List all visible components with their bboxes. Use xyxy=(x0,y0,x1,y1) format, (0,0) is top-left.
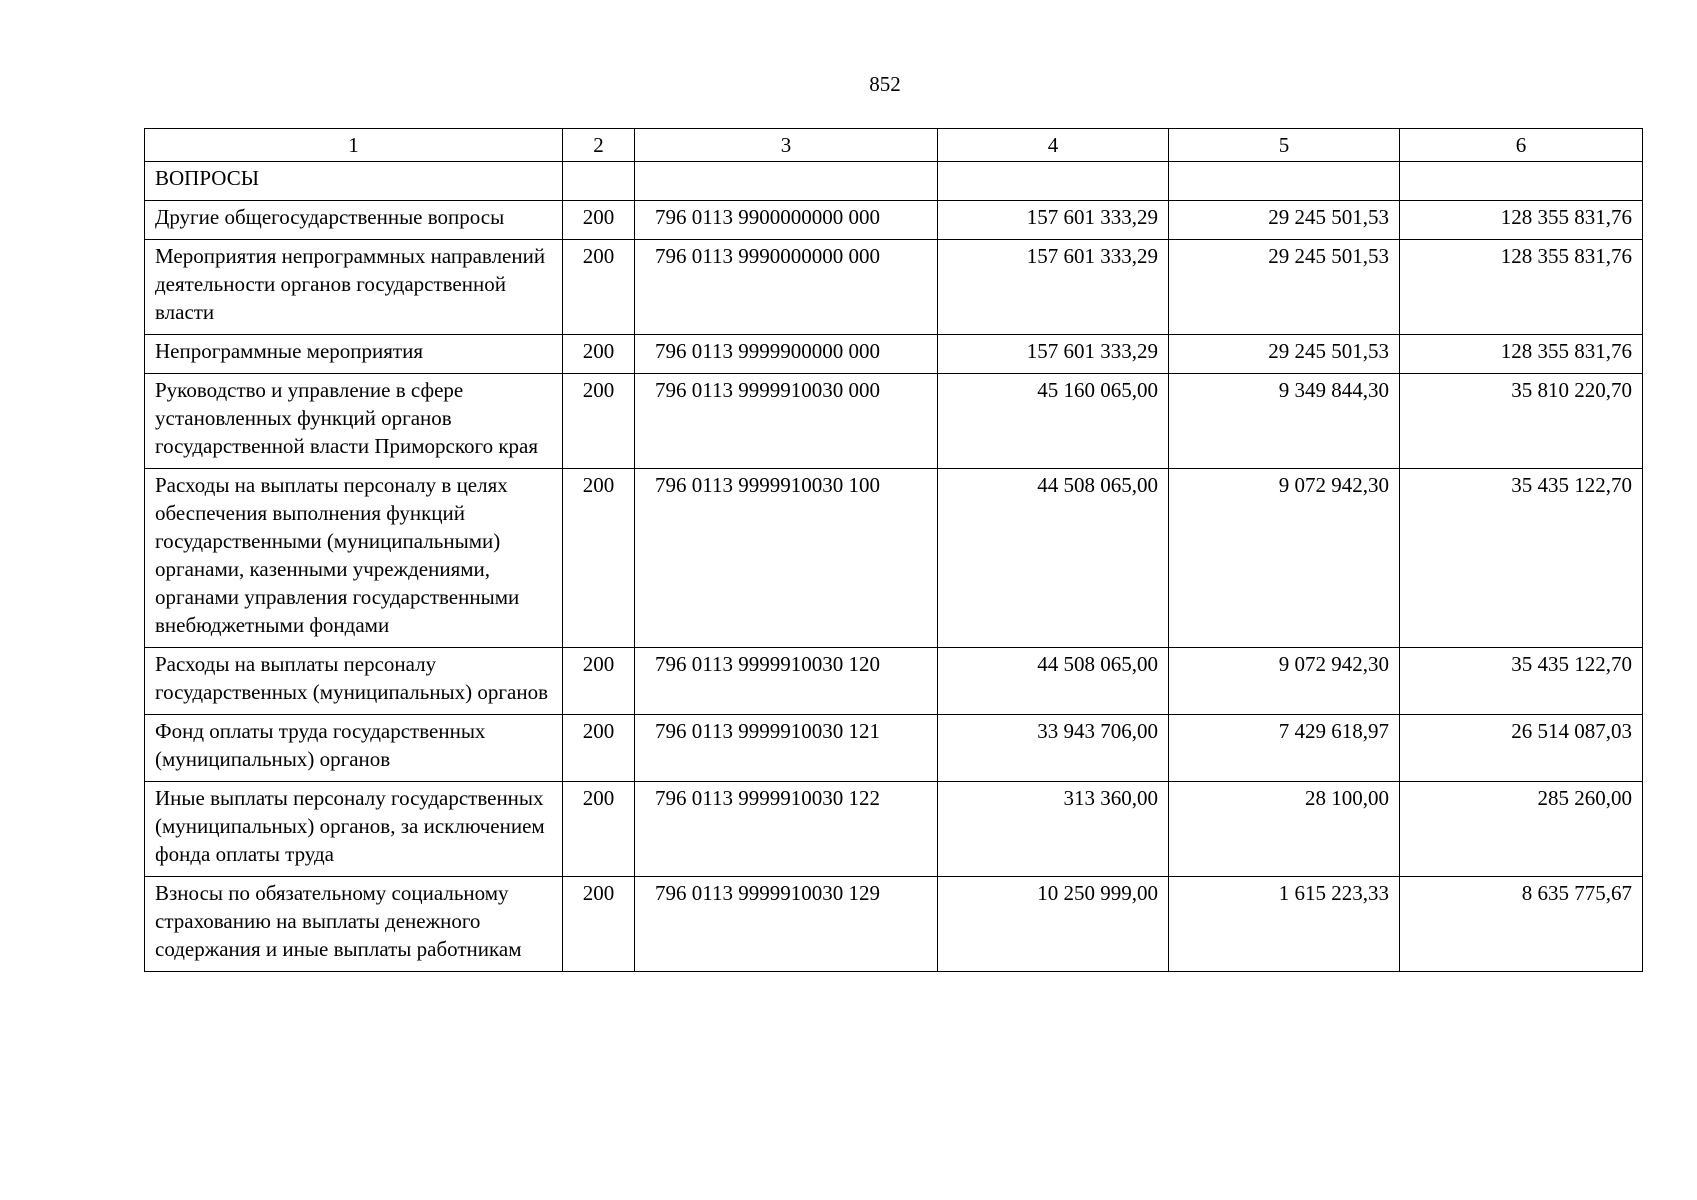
table-row xyxy=(145,201,1643,240)
row-col6: 35 435 122,70 xyxy=(1400,469,1643,648)
table-row xyxy=(145,162,1643,201)
row-kbk: 796 0113 9999910030 122 xyxy=(635,782,938,877)
row-col6: 35 435 122,70 xyxy=(1400,648,1643,715)
budget-table xyxy=(144,128,1643,972)
row-col4: 33 943 706,00 xyxy=(938,715,1169,782)
row-col6: 35 810 220,70 xyxy=(1400,374,1643,469)
row-col5: 29 245 501,53 xyxy=(1169,240,1400,335)
row-kbk: 796 0113 9900000000 000 xyxy=(635,201,938,240)
row-col5: 29 245 501,53 xyxy=(1169,335,1400,374)
page-number: 852 xyxy=(869,72,901,96)
row-col4: 157 601 333,29 xyxy=(938,240,1169,335)
column-header: 1 xyxy=(145,129,563,162)
row-col6: 128 355 831,76 xyxy=(1400,335,1643,374)
row-kbk: 796 0113 9999910030 129 xyxy=(635,877,938,972)
table-row xyxy=(145,469,1643,648)
column-header: 4 xyxy=(938,129,1169,162)
table-row xyxy=(145,240,1643,335)
table-row xyxy=(145,335,1643,374)
row-kbk: 796 0113 9999910030 120 xyxy=(635,648,938,715)
row-col4: 44 508 065,00 xyxy=(938,469,1169,648)
row-code: 200 xyxy=(563,335,635,374)
row-code: 200 xyxy=(563,240,635,335)
row-col5: 9 349 844,30 xyxy=(1169,374,1400,469)
table-row xyxy=(145,648,1643,715)
row-col5: 7 429 618,97 xyxy=(1169,715,1400,782)
row-code: 200 xyxy=(563,201,635,240)
row-kbk: 796 0113 9999900000 000 xyxy=(635,335,938,374)
row-kbk: 796 0113 9990000000 000 xyxy=(635,240,938,335)
row-kbk xyxy=(635,162,938,201)
row-name: Иные выплаты персоналу государственных (муниципальных) органов, за исключением фонда оплаты труда xyxy=(145,782,563,877)
table-row xyxy=(145,782,1643,877)
row-kbk: 796 0113 9999910030 000 xyxy=(635,374,938,469)
row-code: 200 xyxy=(563,374,635,469)
row-name: ВОПРОСЫ xyxy=(145,162,563,201)
row-col5: 1 615 223,33 xyxy=(1169,877,1400,972)
column-header: 6 xyxy=(1400,129,1643,162)
row-kbk: 796 0113 9999910030 100 xyxy=(635,469,938,648)
row-col6: 285 260,00 xyxy=(1400,782,1643,877)
row-code: 200 xyxy=(563,469,635,648)
row-code: 200 xyxy=(563,877,635,972)
row-col5: 28 100,00 xyxy=(1169,782,1400,877)
row-col4: 157 601 333,29 xyxy=(938,201,1169,240)
row-col6: 26 514 087,03 xyxy=(1400,715,1643,782)
column-header: 3 xyxy=(635,129,938,162)
row-col5 xyxy=(1169,162,1400,201)
table-header-row xyxy=(145,129,1643,162)
table-row xyxy=(145,374,1643,469)
row-col6: 128 355 831,76 xyxy=(1400,240,1643,335)
row-col6: 128 355 831,76 xyxy=(1400,201,1643,240)
row-name: Мероприятия непрограммных направлений деятельности органов государственной власти xyxy=(145,240,563,335)
row-col5: 9 072 942,30 xyxy=(1169,648,1400,715)
table-row xyxy=(145,715,1643,782)
column-header: 5 xyxy=(1169,129,1400,162)
row-name: Взносы по обязательному социальному страхованию на выплаты денежного содержания и иные выплаты работникам xyxy=(145,877,563,972)
row-col5: 29 245 501,53 xyxy=(1169,201,1400,240)
row-col6: 8 635 775,67 xyxy=(1400,877,1643,972)
row-col4: 10 250 999,00 xyxy=(938,877,1169,972)
column-header: 2 xyxy=(563,129,635,162)
row-name: Руководство и управление в сфере установленных функций органов государственной власти Приморского края xyxy=(145,374,563,469)
row-code: 200 xyxy=(563,648,635,715)
table-row xyxy=(145,877,1643,972)
row-name: Фонд оплаты труда государственных (муниципальных) органов xyxy=(145,715,563,782)
row-col4: 44 508 065,00 xyxy=(938,648,1169,715)
row-code: 200 xyxy=(563,715,635,782)
row-name: Другие общегосударственные вопросы xyxy=(145,201,563,240)
row-col6 xyxy=(1400,162,1643,201)
row-col4: 313 360,00 xyxy=(938,782,1169,877)
row-col4 xyxy=(938,162,1169,201)
row-name: Непрограммные мероприятия xyxy=(145,335,563,374)
row-col4: 157 601 333,29 xyxy=(938,335,1169,374)
row-col4: 45 160 065,00 xyxy=(938,374,1169,469)
row-name: Расходы на выплаты персоналу государственных (муниципальных) органов xyxy=(145,648,563,715)
row-col5: 9 072 942,30 xyxy=(1169,469,1400,648)
row-name: Расходы на выплаты персоналу в целях обеспечения выполнения функций государственными (муниципальными) органами, казенными учреждениями, органами управления государственными внебюджетными фондами xyxy=(145,469,563,648)
row-code: 200 xyxy=(563,782,635,877)
row-code xyxy=(563,162,635,201)
row-kbk: 796 0113 9999910030 121 xyxy=(635,715,938,782)
